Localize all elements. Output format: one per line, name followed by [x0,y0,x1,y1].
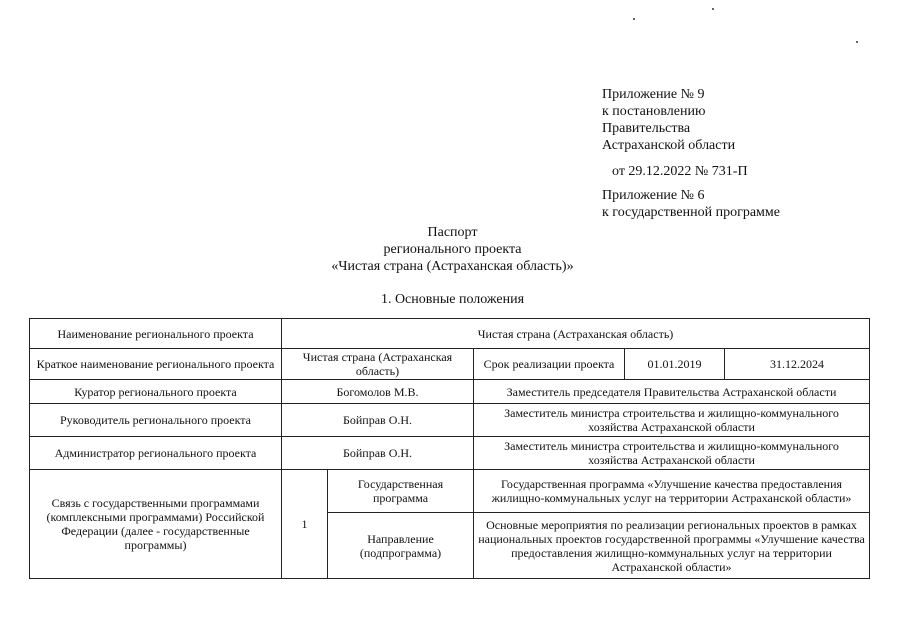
project-name-label: Наименование регионального проекта [30,319,282,349]
title-regional-project: регионального проекта [383,242,522,257]
state-program-value: Государственная программа «Улучшение качества предоставления жилищно-коммунальных услуг на территории Астраханской области» [474,470,870,513]
title-passport: Паспорт [427,225,478,240]
appendix-9-block [602,86,872,154]
title-project-name: «Чистая страна (Астраханская область)» [331,259,574,274]
appendix-9-government: Правительства [602,121,691,136]
appendix-6-to-program: к государственной программе [602,205,780,220]
scan-speck [856,41,858,43]
table-row [30,437,870,470]
curator-label: Куратор регионального проекта [30,380,282,404]
appendix-6-block [602,187,872,221]
subprogram-value: Основные мероприятия по реализации региональных проектов в рамках национальных проектов государственной программы «Улучшение качества предоставления жилищно-коммунальных услуг на территории Астраханской области» [474,513,870,579]
administrator-label: Администратор регионального проекта [30,437,282,470]
passport-table [29,318,870,579]
subprogram-type: Направление (подпрограмма) [328,513,474,579]
appendix-9-number: Приложение № 9 [602,87,705,102]
appendix-9-to-resolution: к постановлению [602,104,706,119]
scan-speck [712,8,714,10]
head-name: Бойправ О.Н. [282,404,474,437]
appendix-6-number: Приложение № 6 [602,188,705,203]
term-end: 31.12.2024 [725,349,870,380]
appendix-9-date: от 29.12.2022 № 731-П [612,164,748,179]
table-row [30,404,870,437]
term-start: 01.01.2019 [625,349,725,380]
administrator-name: Бойправ О.Н. [282,437,474,470]
administrator-position: Заместитель министра строительства и жилищно-коммунального хозяйства Астраханской области [474,437,870,470]
state-program-type: Государственная программа [328,470,474,513]
table-row [30,319,870,349]
program-link-number: 1 [282,470,328,579]
term-label: Срок реализации проекта [474,349,625,380]
program-link-label: Связь с государственными программами (комплексными программами) Российской Федерации (далее - государственные программы) [30,470,282,579]
table-row [30,380,870,404]
table-row [30,470,870,513]
head-label: Руководитель регионального проекта [30,404,282,437]
head-position: Заместитель министра строительства и жилищно-коммунального хозяйства Астраханской области [474,404,870,437]
curator-position: Заместитель председателя Правительства Астраханской области [474,380,870,404]
project-name-value: Чистая страна (Астраханская область) [282,319,870,349]
appendix-9-region: Астраханской области [602,138,736,153]
short-name-label: Краткое наименование регионального проекта [30,349,282,380]
document-title [0,224,905,275]
short-name-value: Чистая страна (Астраханская область) [282,349,474,380]
curator-name: Богомолов М.В. [282,380,474,404]
table-row [30,349,870,380]
scan-speck [633,18,635,20]
section-heading: 1. Основные положения [380,292,525,307]
